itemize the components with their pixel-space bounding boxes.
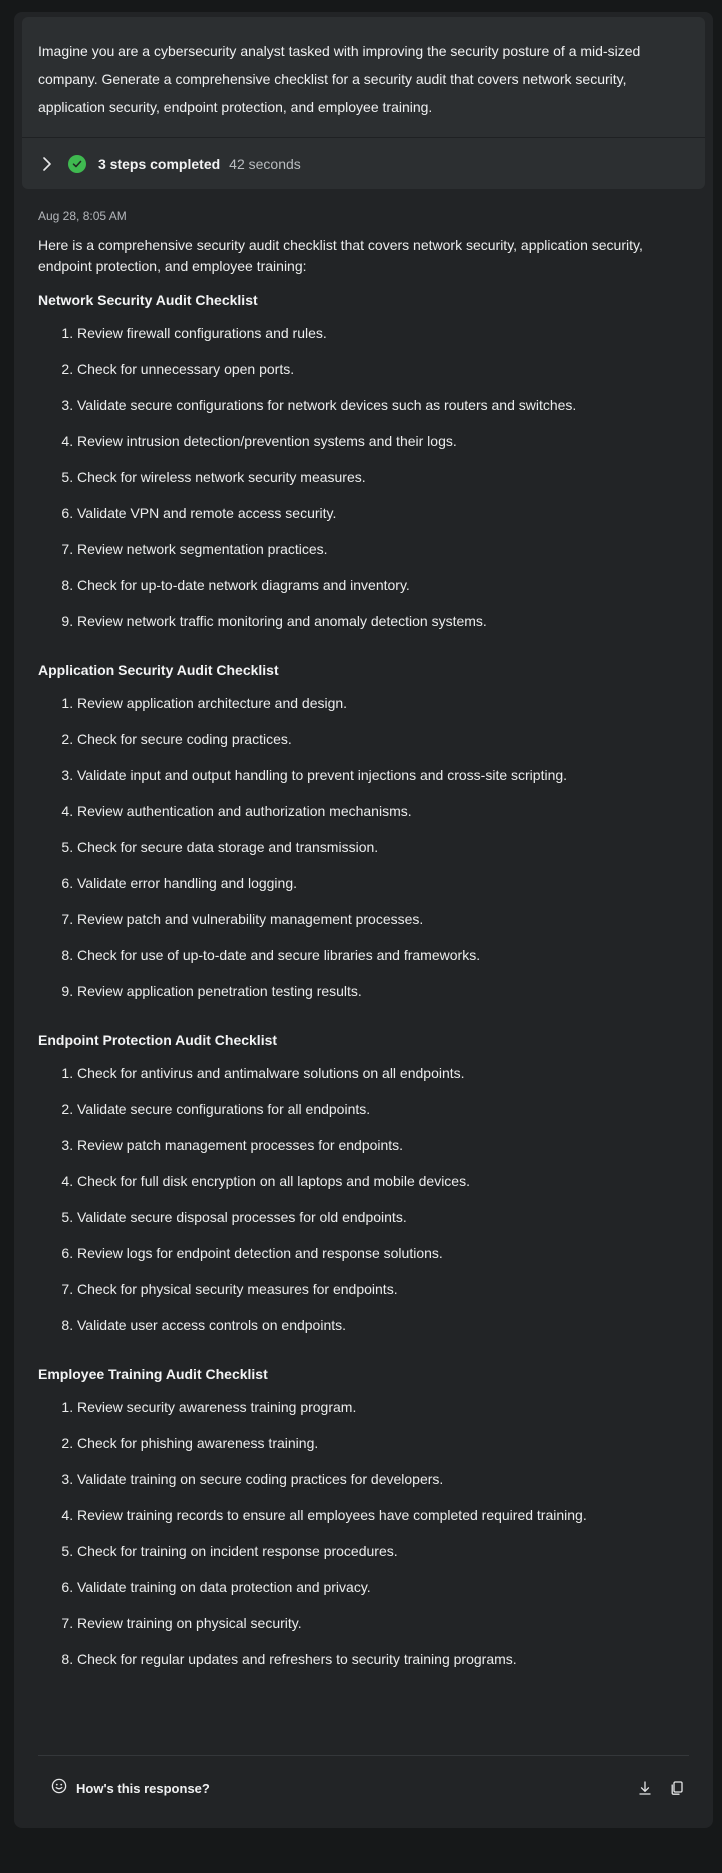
checklist-item: 7. Review network segmentation practices.	[77, 540, 698, 576]
checklist-item: 4. Check for full disk encryption on all laptops and mobile devices.	[77, 1172, 698, 1208]
checklist-item: 8. Check for up-to-date network diagrams and inventory.	[77, 576, 698, 612]
checklist-item: 4. Review training records to ensure all employees have completed required training.	[77, 1506, 698, 1542]
checklist-item: 7. Review training on physical security.	[77, 1614, 698, 1650]
checklist-item: 7. Check for physical security measures for endpoints.	[77, 1280, 698, 1316]
checklist-item: 1. Review application architecture and design.	[77, 694, 698, 730]
feedback-button[interactable]	[51, 1778, 210, 1799]
checklist	[38, 1398, 698, 1686]
checklist-item: 9. Review application penetration testing results.	[77, 982, 698, 1018]
steps-completed-label: 3 steps completed	[98, 155, 221, 172]
checklist-item: 1. Review security awareness training program.	[77, 1398, 698, 1434]
copy-icon[interactable]	[665, 1776, 689, 1800]
user-prompt-box	[22, 17, 705, 189]
response-footer	[38, 1770, 689, 1806]
checklist-item: 9. Review network traffic monitoring and anomaly detection systems.	[77, 612, 698, 648]
checklist-item: 4. Review intrusion detection/prevention systems and their logs.	[77, 432, 698, 468]
steps-duration: 42 seconds	[229, 155, 301, 172]
checklist-item: 2. Check for phishing awareness training.	[77, 1434, 698, 1470]
download-icon[interactable]	[633, 1776, 657, 1800]
checklist-item: 6. Validate VPN and remote access security.	[77, 504, 698, 540]
checklist-item: 6. Review logs for endpoint detection and response solutions.	[77, 1244, 698, 1280]
section-heading: Network Security Audit Checklist	[38, 292, 258, 308]
checklist-item: 1. Review firewall configurations and rules.	[77, 324, 698, 360]
checklist-item: 7. Review patch and vulnerability management processes.	[77, 910, 698, 946]
feedback-label: How's this response?	[76, 1780, 210, 1796]
checklist-item: 5. Validate secure disposal processes for old endpoints.	[77, 1208, 698, 1244]
checklist	[38, 694, 698, 1018]
response-intro: Here is a comprehensive security audit checklist that covers network security, application security, endpoint protection, and employee training:	[38, 237, 643, 274]
check-circle-icon	[68, 155, 86, 173]
section-heading: Endpoint Protection Audit Checklist	[38, 1032, 278, 1048]
checklist-item: 3. Validate secure configurations for network devices such as routers and switches.	[77, 396, 698, 432]
checklist	[38, 1064, 698, 1352]
checklist-item: 2. Validate secure configurations for all endpoints.	[77, 1100, 698, 1136]
section-heading: Employee Training Audit Checklist	[38, 1366, 268, 1382]
smiley-icon	[51, 1778, 67, 1799]
checklist-item: 5. Check for wireless network security measures.	[77, 468, 698, 504]
checklist-item: 6. Validate training on data protection and privacy.	[77, 1578, 698, 1614]
checklist-item: 4. Review authentication and authorization mechanisms.	[77, 802, 698, 838]
response-content	[38, 208, 698, 1699]
checklist-item: 5. Check for training on incident response procedures.	[77, 1542, 698, 1578]
checklist-item: 8. Check for regular updates and refreshers to security training programs.	[77, 1650, 698, 1686]
footer-actions	[625, 1776, 689, 1800]
steps-toggle[interactable]	[22, 138, 705, 189]
checklist-item: 6. Validate error handling and logging.	[77, 874, 698, 910]
checklist-item: 3. Validate training on secure coding practices for developers.	[77, 1470, 698, 1506]
chevron-right-icon[interactable]	[38, 155, 56, 173]
checklist-item: 1. Check for antivirus and antimalware solutions on all endpoints.	[77, 1064, 698, 1100]
checklist-item: 2. Check for unnecessary open ports.	[77, 360, 698, 396]
checklist-item: 8. Check for use of up-to-date and secure libraries and frameworks.	[77, 946, 698, 982]
section-heading: Application Security Audit Checklist	[38, 662, 279, 678]
response-timestamp: Aug 28, 8:05 AM	[38, 209, 127, 223]
checklist-item: 8. Validate user access controls on endpoints.	[77, 1316, 698, 1352]
checklist-item: 2. Check for secure coding practices.	[77, 730, 698, 766]
checklist-item: 3. Validate input and output handling to prevent injections and cross-site scripting.	[77, 766, 698, 802]
footer-divider	[38, 1755, 689, 1756]
chat-card	[14, 12, 713, 1828]
user-prompt-text: Imagine you are a cybersecurity analyst tasked with improving the security posture of a mid-sized company. Generate a comprehensive checklist for a security audit that covers network security, application security, endpoint protection, and employee training.	[38, 43, 641, 115]
checklist-item: 5. Check for secure data storage and transmission.	[77, 838, 698, 874]
checklist	[38, 324, 698, 648]
checklist-sections	[38, 291, 698, 1686]
checklist-item: 3. Review patch management processes for endpoints.	[77, 1136, 698, 1172]
